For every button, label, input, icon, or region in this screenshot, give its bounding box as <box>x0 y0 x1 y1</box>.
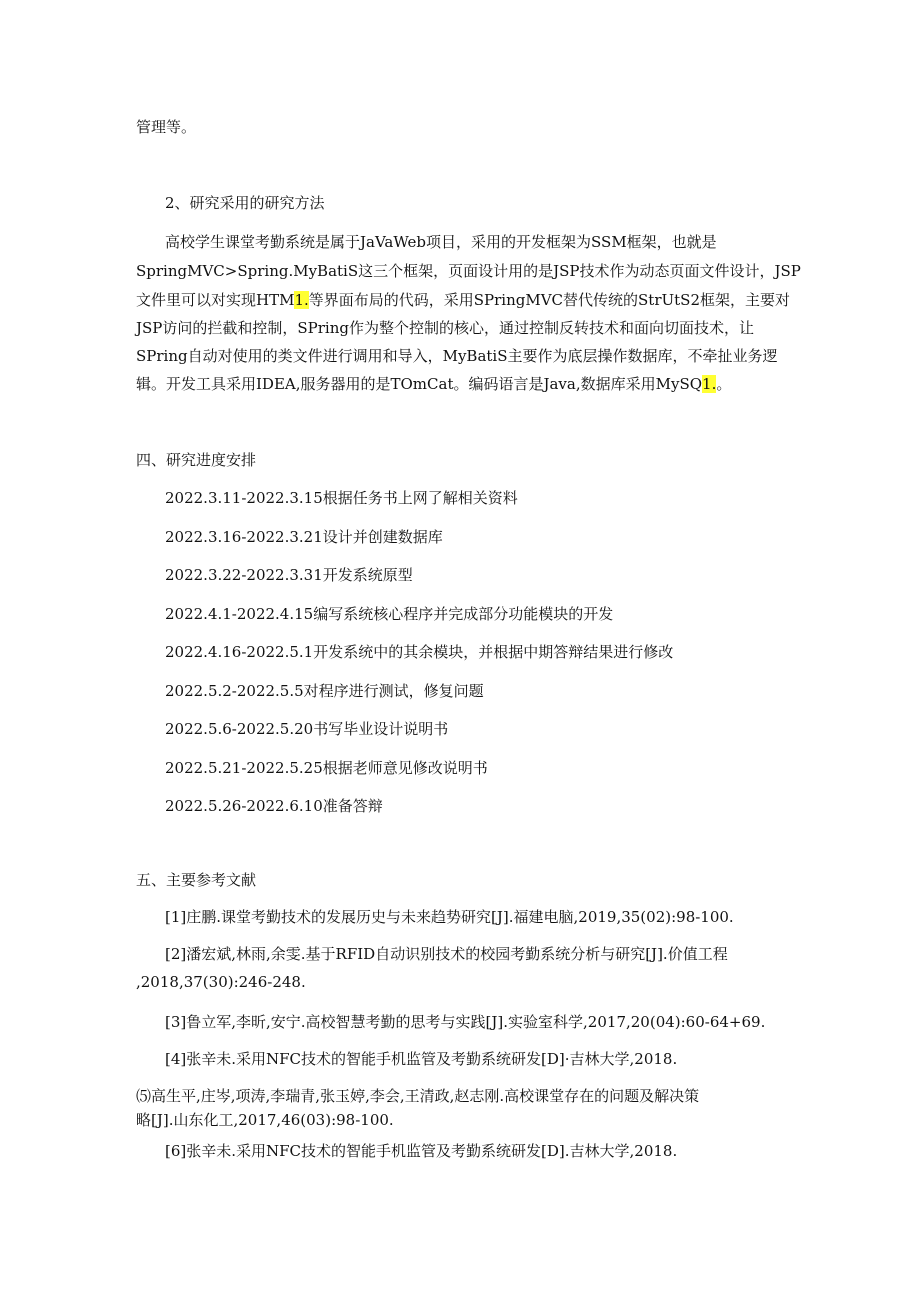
schedule-item: 2022.4.16-2022.5.1开发系统中的其余模块，并根据中期答辩结果进行修改 <box>165 643 674 661</box>
section-heading: 四、研究进度安排 <box>136 451 257 469</box>
paragraph-line: JSP访问的拦截和控制，SPring作为整个控制的核心，通过控制反转技术和面向切面技术，让 <box>136 319 754 337</box>
highlighted-text: 1. <box>702 375 717 393</box>
schedule-item: 2022.5.2-2022.5.5对程序进行测试，修复问题 <box>165 682 484 700</box>
schedule-item: 2022.5.21-2022.5.25根据老师意见修改说明书 <box>165 759 488 777</box>
text-run: 等界面布局的代码，采用SPringMVC替代传统的StrUtS2框架，主要对 <box>308 291 790 309</box>
schedule-item: 2022.5.26-2022.6.10准备答辩 <box>165 797 383 815</box>
continuation-text: 管理等。 <box>136 118 197 136</box>
paragraph-line <box>136 374 731 394</box>
highlighted-text: 1. <box>294 291 309 309</box>
reference-item-cont: ,2018,37(30):246-248. <box>136 973 306 991</box>
section-heading: 2、研究采用的研究方法 <box>165 194 325 212</box>
section-heading: 五、主要参考文献 <box>136 871 257 889</box>
reference-item-cont: 略[J].山东化工,2017,46(03):98-100. <box>136 1111 394 1129</box>
reference-item: [2]潘宏斌,林雨,余雯.基于RFID自动识别技术的校园考勤系统分析与研究[J].价值工程 <box>165 945 728 963</box>
reference-item: [1]庄鹏.课堂考勤技术的发展历史与未来趋势研究[J].福建电脑,2019,35(02):98-100. <box>165 908 734 926</box>
schedule-item: 2022.3.11-2022.3.15根据任务书上网了解相关资料 <box>165 489 518 507</box>
reference-item: [4]张辛未.采用NFC技术的智能手机监管及考勤系统研发[D]·吉林大学,2018. <box>165 1050 678 1068</box>
paragraph-line: 高校学生课堂考勤系统是属于JaVaWeb项目，采用的开发框架为SSM框架，也就是 <box>165 233 717 251</box>
schedule-item: 2022.4.1-2022.4.15编写系统核心程序并完成部分功能模块的开发 <box>165 605 614 623</box>
paragraph-line: SPring自动对使用的类文件进行调用和导入，MyBatiS主要作为底层操作数据库，不牵扯业务逻 <box>136 347 778 365</box>
paragraph-line <box>136 290 790 310</box>
reference-item: [3]鲁立军,李昕,安宁.高校智慧考勤的思考与实践[J].实验室科学,2017,20(04):60-64+69. <box>165 1013 766 1031</box>
text-run: 。 <box>716 375 732 393</box>
text-run: 文件里可以对实现HTM <box>136 291 295 309</box>
schedule-item: 2022.3.16-2022.3.21设计并创建数据库 <box>165 528 443 546</box>
reference-item: ⑸高生平,庄岑,项涛,李瑞青,张玉婷,李会,王清政,赵志刚.高校课堂存在的问题及解决策 <box>136 1087 700 1105</box>
paragraph-line: SpringMVC>Spring.MyBatiS这三个框架，页面设计用的是JSP技术作为动态页面文件设计，JSP <box>136 262 801 280</box>
reference-item: [6]张辛未.采用NFC技术的智能手机监管及考勤系统研发[D].吉林大学,2018. <box>165 1142 678 1160</box>
text-run: 辑。开发工具采用IDEA,服务器用的是TOmCat。编码语言是Java,数据库采用MySQ <box>136 375 703 393</box>
schedule-item: 2022.5.6-2022.5.20书写毕业设计说明书 <box>165 720 449 738</box>
schedule-item: 2022.3.22-2022.3.31开发系统原型 <box>165 566 413 584</box>
